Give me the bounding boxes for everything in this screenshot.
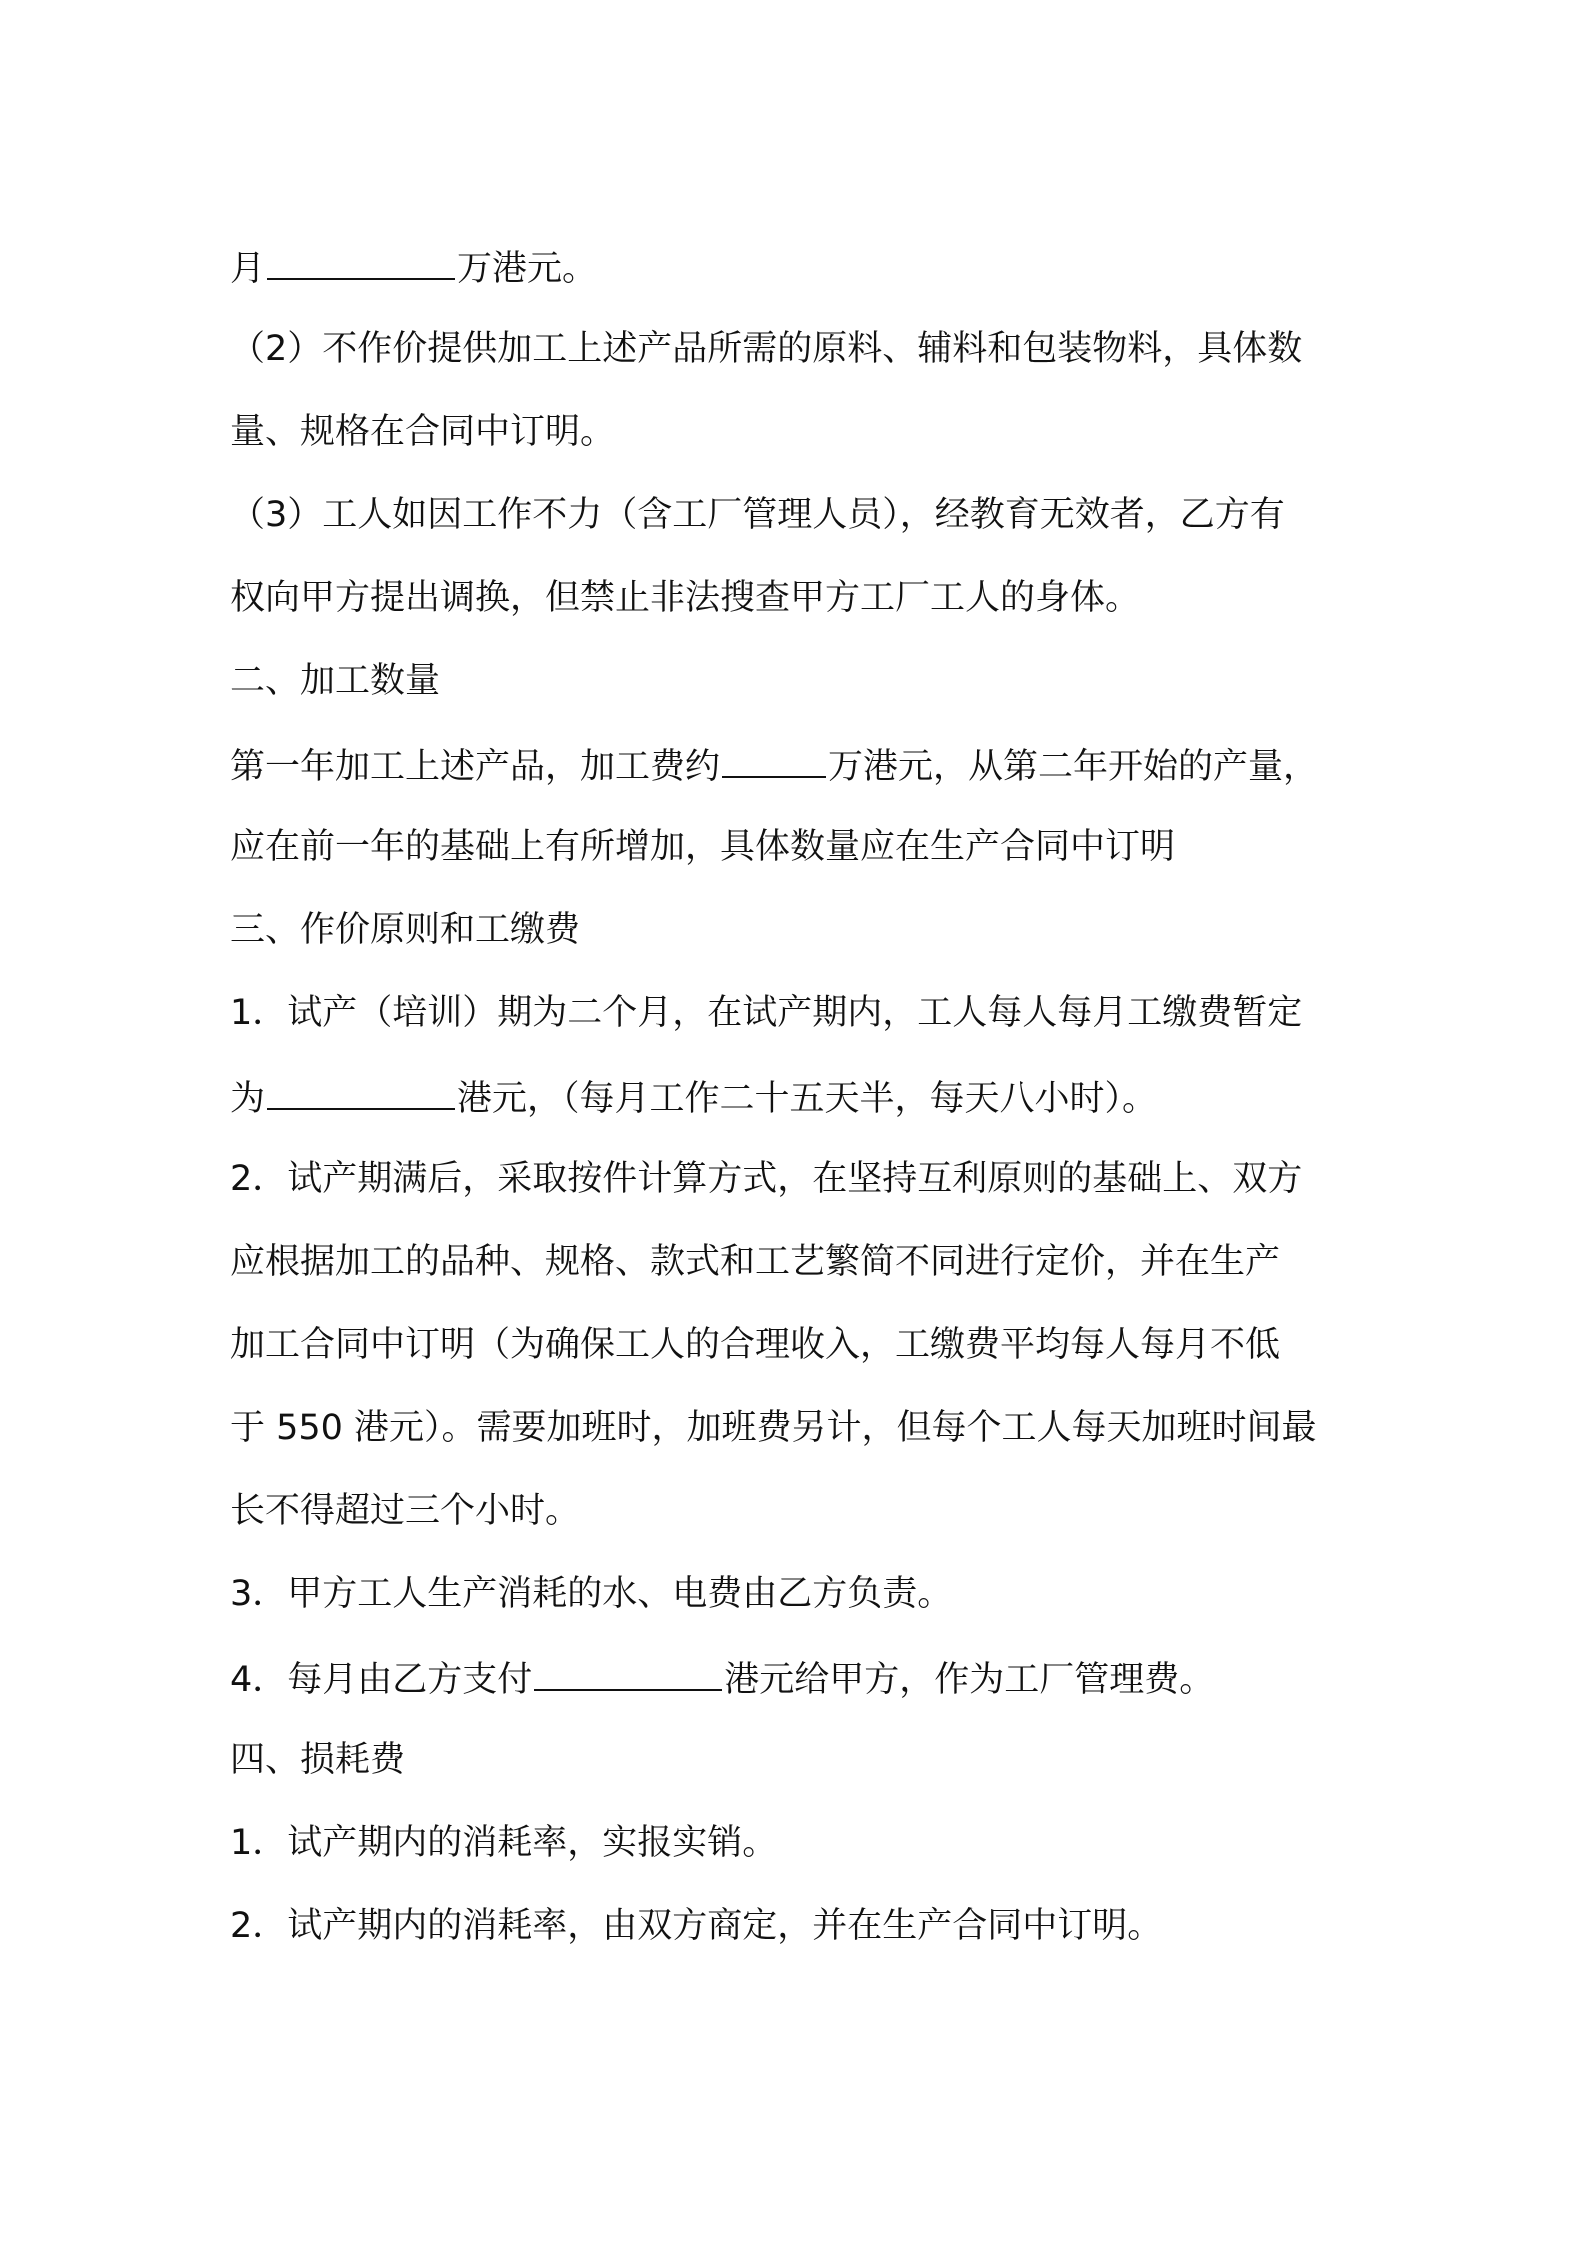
text-line-17: 3．甲方工人生产消耗的水、电费由乙方负责。 xyxy=(230,1574,953,1614)
document-body xyxy=(230,236,1370,1979)
text-line-14: 加工合同中订明（为确保工人的合理收入，工缴费平均每人每月不低 xyxy=(230,1325,1281,1365)
text-segment: 月 xyxy=(230,249,266,289)
text-line-13: 应根据加工的品种、规格、款式和工艺繁简不同进行定价，并在生产 xyxy=(230,1242,1281,1282)
text-line-11 xyxy=(230,1066,1370,1149)
text-segment: 港元，（每月工作二十五天半，每天八小时）。 xyxy=(457,1079,1158,1119)
fill-in-blank xyxy=(267,236,455,280)
text-line-10: 1．试产（培训）期为二个月，在试产期内，工人每人每月工缴费暂定 xyxy=(230,993,1303,1033)
fill-in-blank xyxy=(534,1647,722,1691)
text-line-20: 1．试产期内的消耗率，实报实销。 xyxy=(230,1823,778,1863)
section-heading-4: 四、损耗费 xyxy=(230,1740,406,1780)
text-segment: 4．每月由乙方支付 xyxy=(230,1660,533,1700)
text-line-16: 长不得超过三个小时。 xyxy=(230,1491,581,1531)
text-line-18 xyxy=(230,1647,1370,1730)
text-line-12: 2．试产期满后，采取按件计算方式，在坚持互利原则的基础上、双方 xyxy=(230,1159,1303,1199)
text-line-2: （2）不作价提供加工上述产品所需的原料、辅料和包装物料，具体数 xyxy=(230,329,1303,369)
section-heading-2: 二、加工数量 xyxy=(230,661,441,701)
fill-in-blank xyxy=(267,1066,455,1110)
text-line-1 xyxy=(230,236,1370,319)
text-line-15: 于 550 港元）。需要加班时，加班费另计，但每个工人每天加班时间最 xyxy=(230,1408,1317,1448)
text-line-4: （3）工人如因工作不力（含工厂管理人员），经教育无效者，乙方有 xyxy=(230,495,1285,535)
text-line-5: 权向甲方提出调换，但禁止非法搜查甲方工厂工人的身体。 xyxy=(230,578,1141,618)
text-segment: 为 xyxy=(230,1079,266,1119)
text-segment: 第一年加工上述产品，加工费约 xyxy=(230,747,721,787)
text-segment: 万港元，从第二年开始的产量， xyxy=(828,747,1319,787)
fill-in-blank xyxy=(722,734,826,778)
text-segment: 港元给甲方，作为工厂管理费。 xyxy=(724,1660,1215,1700)
text-line-8: 应在前一年的基础上有所增加，具体数量应在生产合同中订明 xyxy=(230,827,1176,867)
text-line-21: 2．试产期内的消耗率，由双方商定，并在生产合同中订明。 xyxy=(230,1906,1163,1946)
section-heading-3: 三、作价原则和工缴费 xyxy=(230,910,581,950)
text-line-7 xyxy=(230,734,1370,817)
text-segment: 万港元。 xyxy=(457,249,598,289)
text-line-3: 量、规格在合同中订明。 xyxy=(230,412,616,452)
